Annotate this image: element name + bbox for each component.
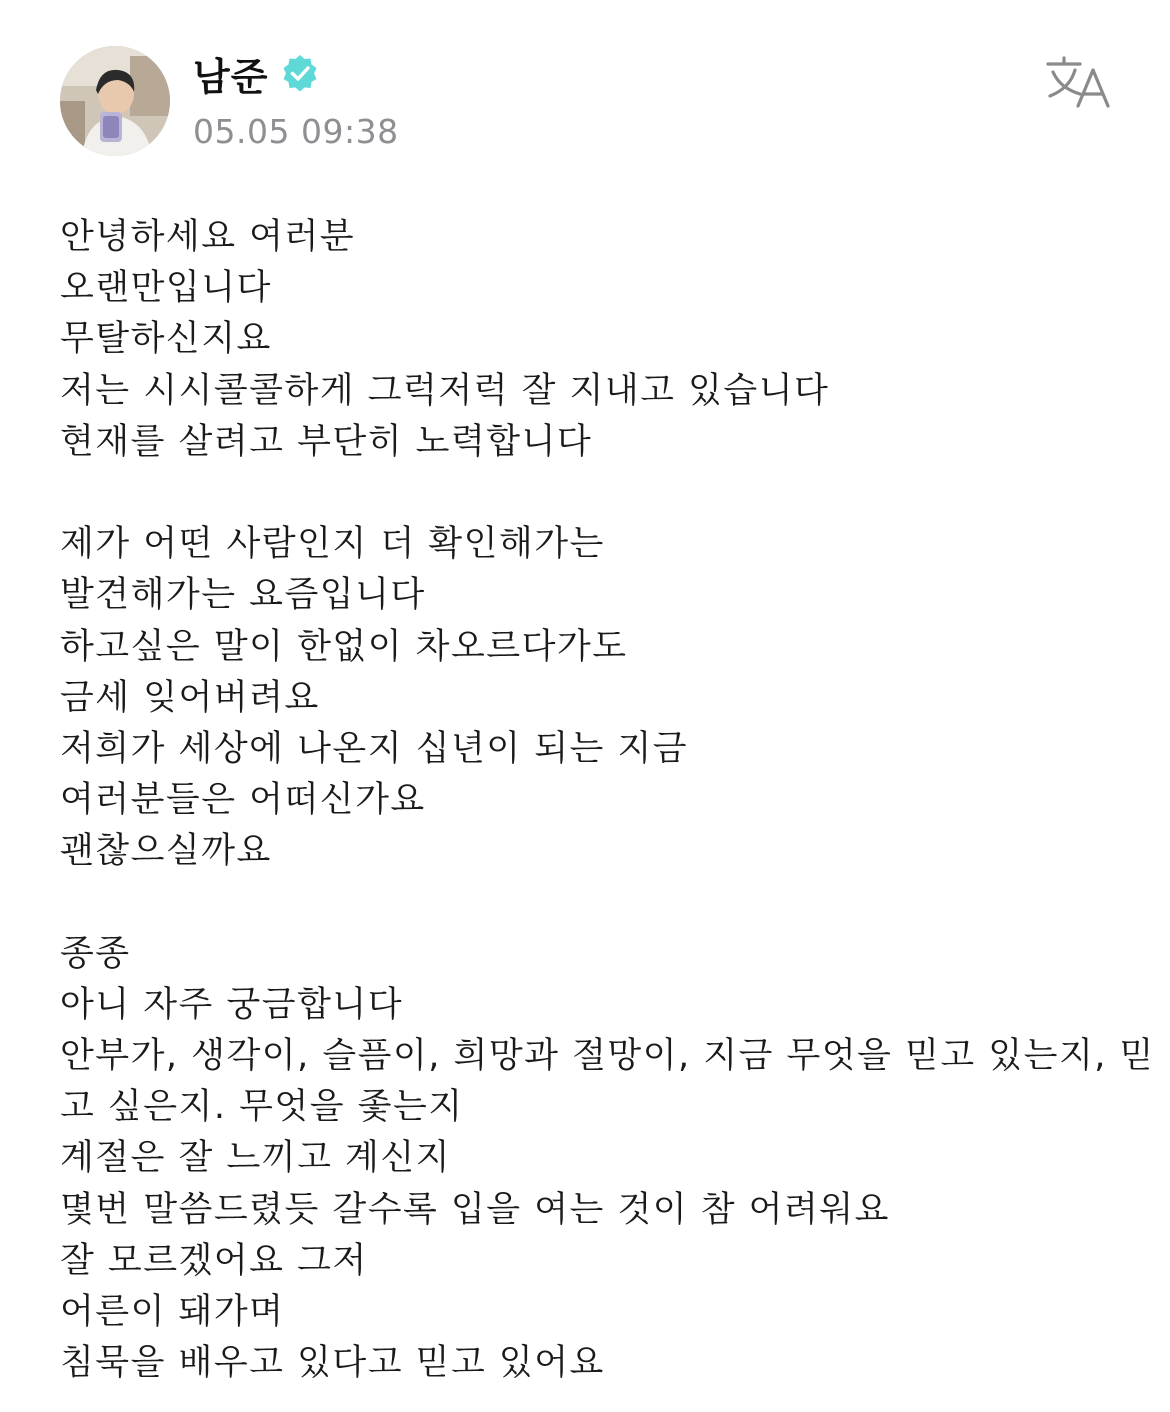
post-text-line: 발견해가는 요즘입니다 bbox=[60, 575, 426, 616]
post-text-line: 안녕하세요 여러분 bbox=[60, 217, 356, 257]
post-text-line: 하고싶은 말이 한없이 차오르다가도 bbox=[60, 626, 628, 667]
paragraph-break bbox=[60, 877, 1120, 928]
post-text-line: 오랜만입니다 bbox=[60, 268, 272, 309]
post-body bbox=[60, 212, 1155, 1389]
post-header bbox=[0, 0, 1170, 180]
post-text-line: 침묵을 배우고 있다고 믿고 있어요 bbox=[60, 1343, 605, 1384]
post-text-line: 저희가 세상에 나온지 십년이 되는 지금 bbox=[60, 728, 689, 769]
post-text-line: 잘 모르겠어요 그저 bbox=[60, 1240, 368, 1281]
post-text-line: 제가 어떤 사람인지 더 확인해가는 bbox=[60, 524, 605, 565]
post-text-line: 괜찮으실까요 bbox=[60, 831, 272, 872]
paragraph-break bbox=[60, 468, 1120, 519]
avatar[interactable] bbox=[60, 46, 170, 156]
post-text-line: 종종 bbox=[60, 933, 131, 974]
post-text-line: 저는 시시콜콜하게 그럭저럭 잘 지내고 있습니다 bbox=[60, 370, 830, 411]
translate-icon bbox=[1044, 54, 1114, 110]
post-text-line: 몇번 말씀드렸듯 갈수록 입을 여는 것이 참 어려워요 bbox=[60, 1189, 890, 1230]
post-text-line: 아니 자주 궁금합니다 bbox=[60, 984, 404, 1025]
post-text-line: 금세 잊어버려요 bbox=[60, 677, 320, 718]
avatar-photo bbox=[60, 46, 170, 156]
post-text-line: 어른이 돼가며 bbox=[60, 1291, 285, 1332]
post-text-line: 현재를 살려고 부단히 노력합니다 bbox=[60, 421, 593, 462]
post-text-line: 계절은 잘 느끼고 계신지 bbox=[60, 1138, 451, 1179]
post-text-line: 무탈하신지요 bbox=[60, 319, 272, 360]
verified-badge-icon bbox=[280, 53, 320, 93]
post-text-line: 안부가, 생각이, 슬픔이, 희망과 절망이, 지금 무엇을 믿고 있는지, 믿 bbox=[60, 1036, 1155, 1076]
author-row[interactable] bbox=[193, 48, 320, 98]
post-timestamp: 05.05 09:38 bbox=[193, 112, 399, 151]
translate-button[interactable] bbox=[1044, 54, 1114, 110]
post-text-line: 고 싶은지. 무엇을 좇는지 bbox=[60, 1087, 464, 1128]
post-text-line: 여러분들은 어떠신가요 bbox=[60, 780, 426, 821]
author-name[interactable]: 남준 bbox=[193, 54, 269, 99]
